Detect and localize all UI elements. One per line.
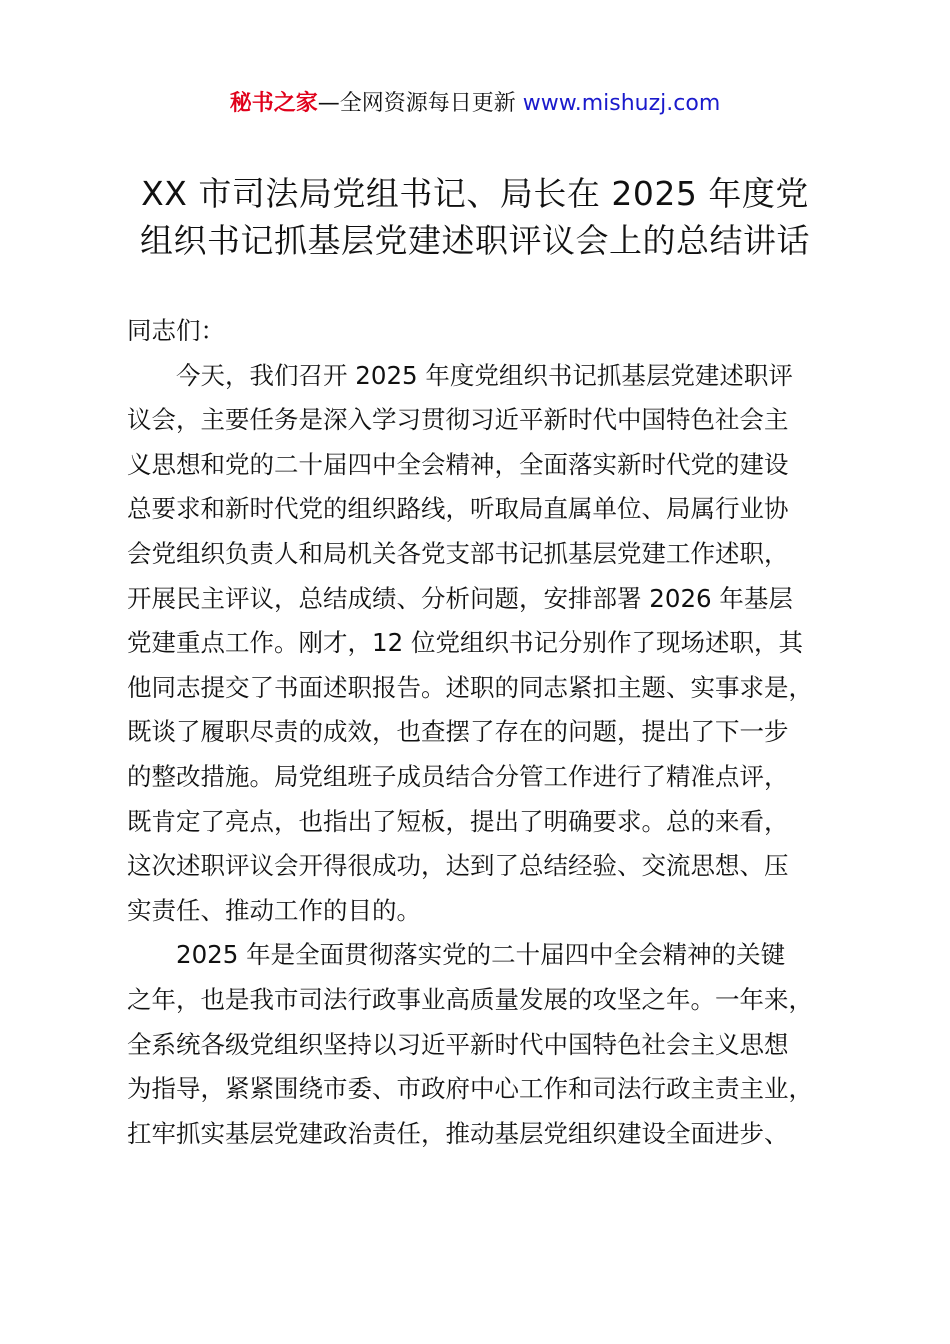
site-header <box>0 88 950 120</box>
paragraph-line: 这次述职评议会开得很成功，达到了总结经验、交流思想、压 <box>127 851 789 881</box>
title-line: 组织书记抓基层党建述职评议会上的总结讲话 <box>140 221 810 260</box>
paragraph-line: 为指导，紧紧围绕市委、市政府中心工作和司法行政主责主业， <box>127 1074 813 1104</box>
paragraph-line: 党建重点工作。刚才，12 位党组织书记分别作了现场述职，其 <box>127 628 803 658</box>
paragraph-1 <box>127 354 862 934</box>
brand-name: 秘书之家 <box>229 91 318 116</box>
paragraph-line: 他同志提交了书面述职报告。述职的同志紧扣主题、实事求是， <box>127 672 813 702</box>
title-line: XX 市司法局党组书记、局长在 2025 年度党 <box>141 174 809 213</box>
header-tagline: —全网资源每日更新 <box>317 91 523 116</box>
salutation: 同志们： <box>127 316 225 345</box>
paragraph-line: 义思想和党的二十届四中全会精神，全面落实新时代党的建设 <box>127 449 789 479</box>
site-url-link[interactable]: www.mishuzj.com <box>522 91 721 116</box>
paragraph-line: 议会，主要任务是深入学习贯彻习近平新时代中国特色社会主 <box>127 405 789 435</box>
paragraph-line: 的整改措施。局党组班子成员结合分管工作进行了精准点评， <box>127 761 789 791</box>
paragraph-line: 开展民主评议，总结成绩、分析问题，安排部署 2026 年基层 <box>127 583 793 613</box>
paragraph-line: 2025 年是全面贯彻落实党的二十届四中全会精神的关键 <box>176 940 786 970</box>
paragraph-line: 之年，也是我市司法行政事业高质量发展的攻坚之年。一年来， <box>127 984 813 1014</box>
paragraph-line: 既谈了履职尽责的成效，也查摆了存在的问题，提出了下一步 <box>127 717 789 747</box>
paragraph-line: 全系统各级党组织坚持以习近平新时代中国特色社会主义思想 <box>127 1029 789 1059</box>
document-body <box>127 309 862 1156</box>
paragraph-line: 会党组织负责人和局机关各党支部书记抓基层党建工作述职， <box>127 538 789 568</box>
paragraph-line: 实责任、推动工作的目的。 <box>127 895 421 925</box>
paragraph-line: 扛牢抓实基层党建政治责任，推动基层党组织建设全面进步、 <box>127 1118 789 1148</box>
paragraph-line: 既肯定了亮点，也指出了短板，提出了明确要求。总的来看， <box>127 806 789 836</box>
paragraph-2 <box>127 933 862 1156</box>
document-title <box>100 170 850 264</box>
paragraph-line: 今天，我们召开 2025 年度党组织书记抓基层党建述职评 <box>176 360 793 390</box>
paragraph-line: 总要求和新时代党的组织路线，听取局直属单位、局属行业协 <box>127 494 789 524</box>
